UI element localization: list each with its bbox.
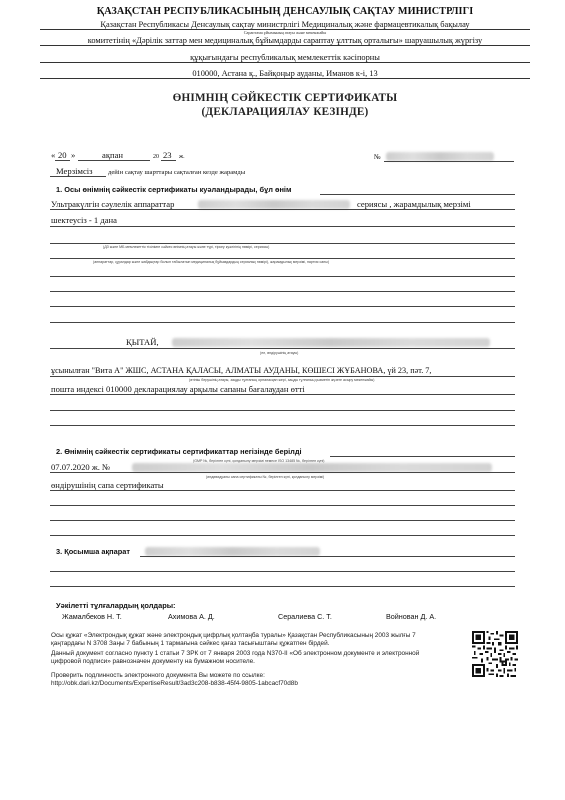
- validity-value: Мерзімсіз: [56, 166, 93, 176]
- certificate-number-label: №: [374, 153, 381, 161]
- validity-suffix: дейін сақтау шарттары сақталған кезде жарамды: [108, 169, 246, 176]
- gmp-number-redacted: [132, 463, 492, 472]
- caption-applicant: (өтініш берушінің атауы, заңды тұлғаның орналасқан жері, заңды тұлғаның қызметін жүзеге асыру мекенжайы): [189, 378, 375, 382]
- caption-serial-number: (аппараттар, құралдар және жабдықтар болып табылатын медициналық бұйымдардың сериялық нөмірі), жарамдылық мерзімі, партия саны): [93, 260, 330, 264]
- manufacturer-name-redacted: [172, 338, 490, 347]
- signatory-4: Войнован Д. А.: [386, 612, 437, 621]
- applicant-info: ұсынылған "Вита А" ЖШС, АСТАНА ҚАЛАСЫ, АЛМАТЫ АУДАНЫ, КӨШЕСІ ЖҰБАНОВА, үй 23, пәт. 7,: [51, 366, 432, 375]
- org-line-1: Қазақстан Республикасы Денсаулық сақтау министрлігі Медициналық және фармацевтикалық бақылау: [40, 20, 530, 30]
- org-line-3: құқығындағы республикалық мемлекеттік кәсіпорны: [40, 53, 530, 63]
- date-year-label: ж.: [179, 154, 185, 160]
- date-open-quote: «: [51, 150, 56, 160]
- caption-quality-cert: (индивидуалы сапа сертификаты №, берілген күні, қолданылу мерзімі): [206, 475, 325, 479]
- certificate-number-redacted: [386, 152, 494, 161]
- product-model-redacted: [198, 200, 350, 209]
- date-day: 20: [58, 150, 67, 160]
- org-line-2: комитетінің «Дәрілік заттар мен медициналық бұйымдарды сараптау ұлттық орталығы» шаруашылық жүргізу: [40, 36, 530, 46]
- section-1-heading: 1. Осы өнімнің сәйкестік сертификаты куәландырады, бұл өнім: [56, 185, 292, 194]
- caption-gmp: (GMP №, берілген күні, қолданылу мерзімі немесе ISO 13485 №, берілген күні): [193, 459, 325, 463]
- section-2-heading: 2. Өнімнің сәйкестік сертификаты сертификаттар негізінде берілді: [56, 447, 302, 456]
- product-name: Ультракүлгін сәулелік аппараттар: [51, 199, 175, 209]
- footer-ru-legal: Данный документ согласно пункту 1 статьи 7 ЗРК от 7 января 2003 года N370-II «Об электронном документе и электронной цифровой подписи» равнозначен документу на бумажном носителе.: [51, 650, 420, 665]
- shelf-life: шектеусіз - 1 дана: [51, 215, 117, 225]
- org-caption: Сараптама ұйымының атауы және мекенжайы: [243, 30, 327, 35]
- caption-product-name: (ДЗ және МБ мемлекеттік тізілімге сәйкес өнімнің атауы және түрі, тіркеу куәлігінің нөмірі, сериясы): [103, 245, 270, 249]
- ministry-title: ҚАЗАҚСТАН РЕСПУБЛИКАСЫНЫҢ ДЕНСАУЛЫҚ САҚТАУ МИНИСТРЛІГІ: [96, 6, 474, 17]
- date-month: ақпан: [102, 150, 124, 160]
- additional-info-redacted: [145, 547, 320, 556]
- signatory-2: Ахимова А. Д.: [168, 612, 215, 621]
- signatory-3: Сералиева С. Т.: [278, 612, 332, 621]
- certificate-subtitle: (ДЕКЛАРАЦИЯЛАУ КЕЗІНДЕ): [201, 106, 369, 118]
- date-close-quote: »: [71, 150, 76, 160]
- signatures-label: Уәкілетті тұлғалардың қолдары:: [56, 601, 176, 610]
- verify-label: Проверить подлинность электронного документа Вы можете по ссылке:: [51, 672, 265, 679]
- date-year-suffix: 23: [163, 150, 172, 160]
- org-address: 010000, Астана қ., Байқоңыр ауданы, Иманов к-і, 13: [40, 69, 530, 79]
- qr-code-icon[interactable]: [472, 631, 518, 677]
- certificate-title: ӨНІМНІҢ СӘЙКЕСТІК СЕРТИФИКАТЫ: [172, 92, 398, 104]
- manufacturer-country: ҚЫТАЙ,: [126, 337, 159, 347]
- caption-manufacturer: (ел, өндірушінің атауы): [260, 351, 299, 355]
- date-year-prefix: 20: [153, 154, 159, 160]
- applicant-postal: пошта индексі 010000 декларациялау арқылы сапаны бағалаудан өтті: [51, 384, 305, 394]
- section-3-heading: 3. Қосымша ақпарат: [56, 547, 130, 556]
- quality-certificate: өндірушінің сапа сертификаты: [51, 480, 164, 490]
- certificate-date-number: 07.07.2020 ж. №: [51, 462, 111, 472]
- verify-url[interactable]: http://obk.dari.kz/Documents/ExpertiseResult/3ad3c208-b838-45f4-9805-1abcacf70d8b: [51, 680, 298, 687]
- footer-kz-legal: Осы құжат «Электрондық құжат және электрондық цифрлық қолтаңба туралы» Қазақстан Республикасының 2003 жылғы 7 қаңтардағы N 3708 Заңы 7 бабының 1 тармағына сәйкес қағаз тасығыштағы құжатпен бірдей.: [51, 632, 416, 647]
- signatory-1: Жамалбеков Н. Т.: [62, 612, 122, 621]
- product-series: сериясы , жарамдылық мерзімі: [357, 199, 471, 209]
